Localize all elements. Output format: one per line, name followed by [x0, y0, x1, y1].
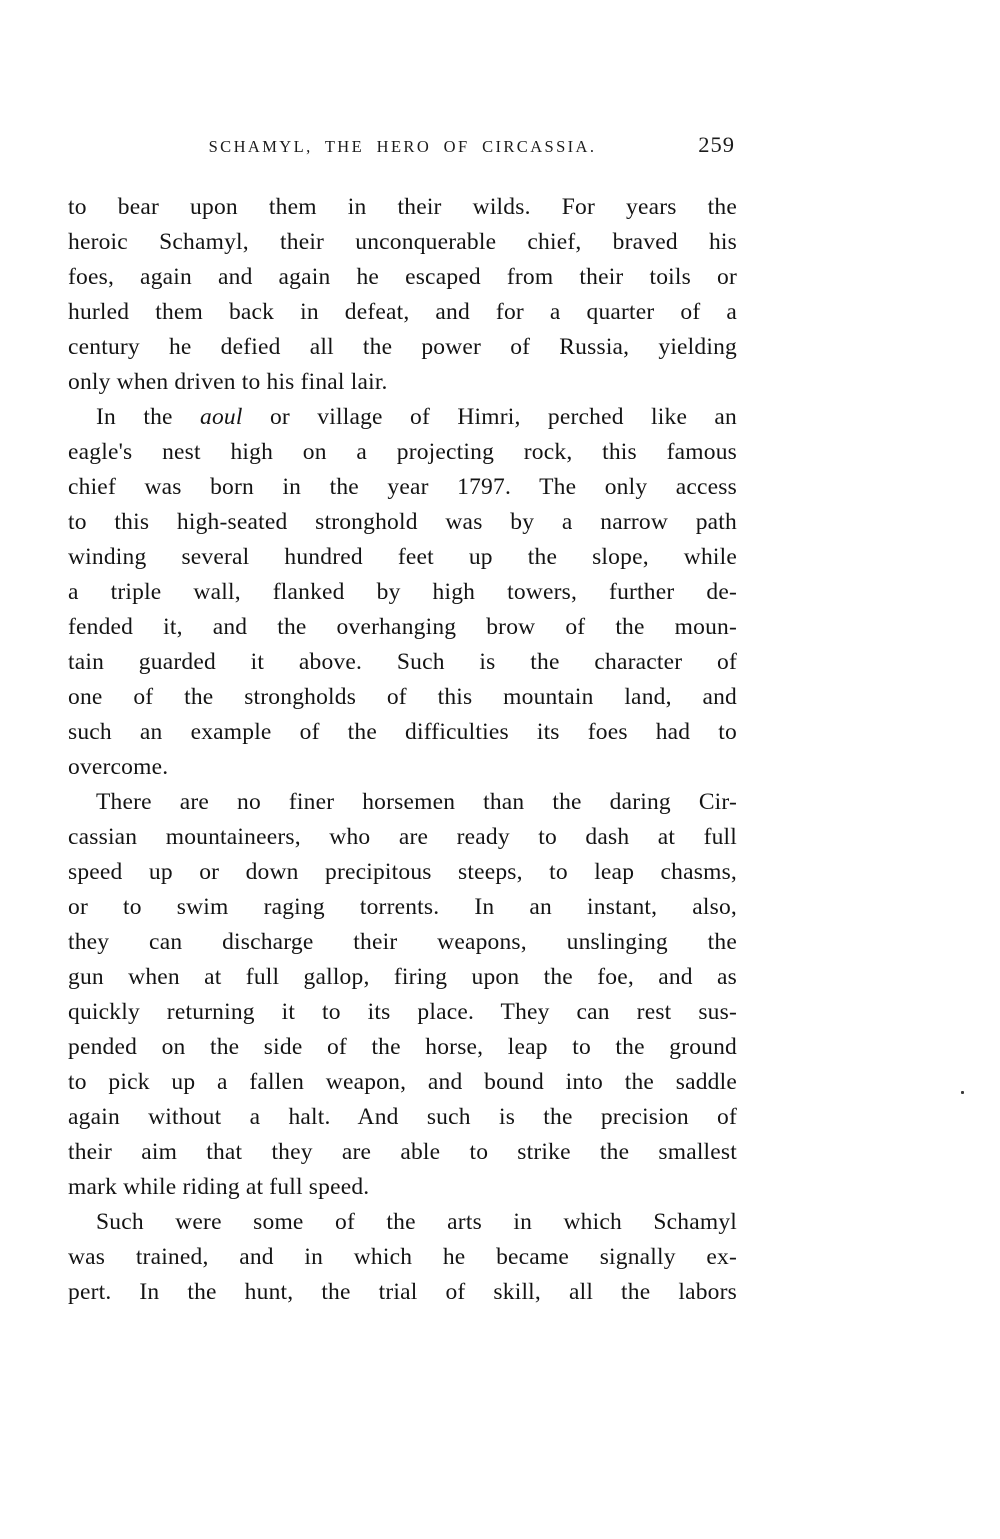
text-line	[68, 1170, 737, 1205]
text-line	[68, 960, 737, 995]
text-line	[68, 925, 737, 960]
text-line	[68, 1205, 737, 1240]
text-segment: Such were some of the arts in which Schamyl	[96, 1209, 737, 1235]
text-segment: quickly returning it to its place. They can rest sus-	[68, 999, 737, 1025]
text-line	[68, 540, 737, 575]
text-line	[68, 435, 737, 470]
text-line	[68, 260, 737, 295]
text-segment: century he defied all the power of Russia, yielding	[68, 334, 737, 360]
text-line	[68, 855, 737, 890]
text-segment: their aim that they are able to strike the smallest	[68, 1139, 737, 1165]
text-segment: fended it, and the overhanging brow of the moun-	[68, 614, 737, 640]
text-line	[68, 1100, 737, 1135]
text-line	[68, 470, 737, 505]
text-segment: to this high-seated stronghold was by a narrow path	[68, 509, 737, 535]
text-line	[68, 645, 737, 680]
text-segment: such an example of the difficulties its foes had to	[68, 719, 737, 745]
text-line	[68, 575, 737, 610]
text-line	[68, 400, 737, 435]
text-segment: pert. In the hunt, the trial of skill, all the labors	[68, 1279, 737, 1305]
text-segment: eagle's nest high on a projecting rock, this famous	[68, 439, 737, 465]
text-line	[68, 1275, 737, 1310]
text-line	[68, 715, 737, 750]
text-line	[68, 750, 737, 785]
running-title: SCHAMYL, THE HERO OF CIRCASSIA.	[208, 137, 597, 156]
text-line	[68, 1240, 737, 1275]
text-line	[68, 190, 737, 225]
text-line	[68, 505, 737, 540]
text-segment: foes, again and again he escaped from their toils or	[68, 264, 737, 290]
page-number: 259	[698, 132, 735, 157]
text-segment: one of the strongholds of this mountain land, and	[68, 684, 737, 710]
text-segment: was trained, and in which he became signally ex-	[68, 1244, 737, 1270]
text-segment: chief was born in the year 1797. The only access	[68, 474, 737, 500]
text-line	[68, 995, 737, 1030]
italic-word: aoul	[200, 404, 243, 430]
text-segment: they can discharge their weapons, unslinging the	[68, 929, 737, 955]
text-segment: again without a halt. And such is the precision of	[68, 1104, 737, 1130]
text-segment: tain guarded it above. Such is the character of	[68, 649, 737, 675]
text-line	[68, 1030, 737, 1065]
text-line	[68, 225, 737, 260]
text-segment: heroic Schamyl, their unconquerable chief, braved his	[68, 229, 737, 255]
text-segment: pended on the side of the horse, leap to the ground	[68, 1034, 737, 1060]
text-segment: In the	[96, 404, 201, 430]
text-segment: or to swim raging torrents. In an instant, also,	[68, 894, 737, 920]
text-line	[68, 820, 737, 855]
text-segment: or village of Himri, perched like an	[242, 404, 738, 430]
text-segment: to pick up a fallen weapon, and bound into the saddle	[68, 1069, 737, 1095]
text-segment: a triple wall, flanked by high towers, further de-	[68, 579, 737, 605]
text-segment: winding several hundred feet up the slope, while	[68, 544, 737, 570]
scan-artifact	[961, 1091, 964, 1094]
text-line	[68, 295, 737, 330]
body-text	[68, 190, 737, 1310]
text-segment: speed up or down precipitous steeps, to leap chasms,	[68, 859, 737, 885]
text-line	[68, 785, 737, 820]
text-line	[68, 330, 737, 365]
text-segment: cassian mountaineers, who are ready to dash at full	[68, 824, 737, 850]
text-line	[68, 610, 737, 645]
text-segment: overcome.	[68, 754, 169, 780]
text-segment: only when driven to his final lair.	[68, 369, 388, 395]
text-line	[68, 680, 737, 715]
text-line	[68, 890, 737, 925]
text-segment: hurled them back in defeat, and for a quarter of a	[68, 299, 737, 325]
text-line	[68, 365, 737, 400]
text-segment: gun when at full gallop, firing upon the foe, and as	[68, 964, 737, 990]
page-header	[68, 134, 737, 160]
text-line	[68, 1065, 737, 1100]
text-segment: mark while riding at full speed.	[68, 1174, 370, 1200]
text-segment: to bear upon them in their wilds. For years the	[68, 194, 737, 220]
text-segment: There are no finer horsemen than the daring Cir-	[96, 789, 737, 815]
text-line	[68, 1135, 737, 1170]
